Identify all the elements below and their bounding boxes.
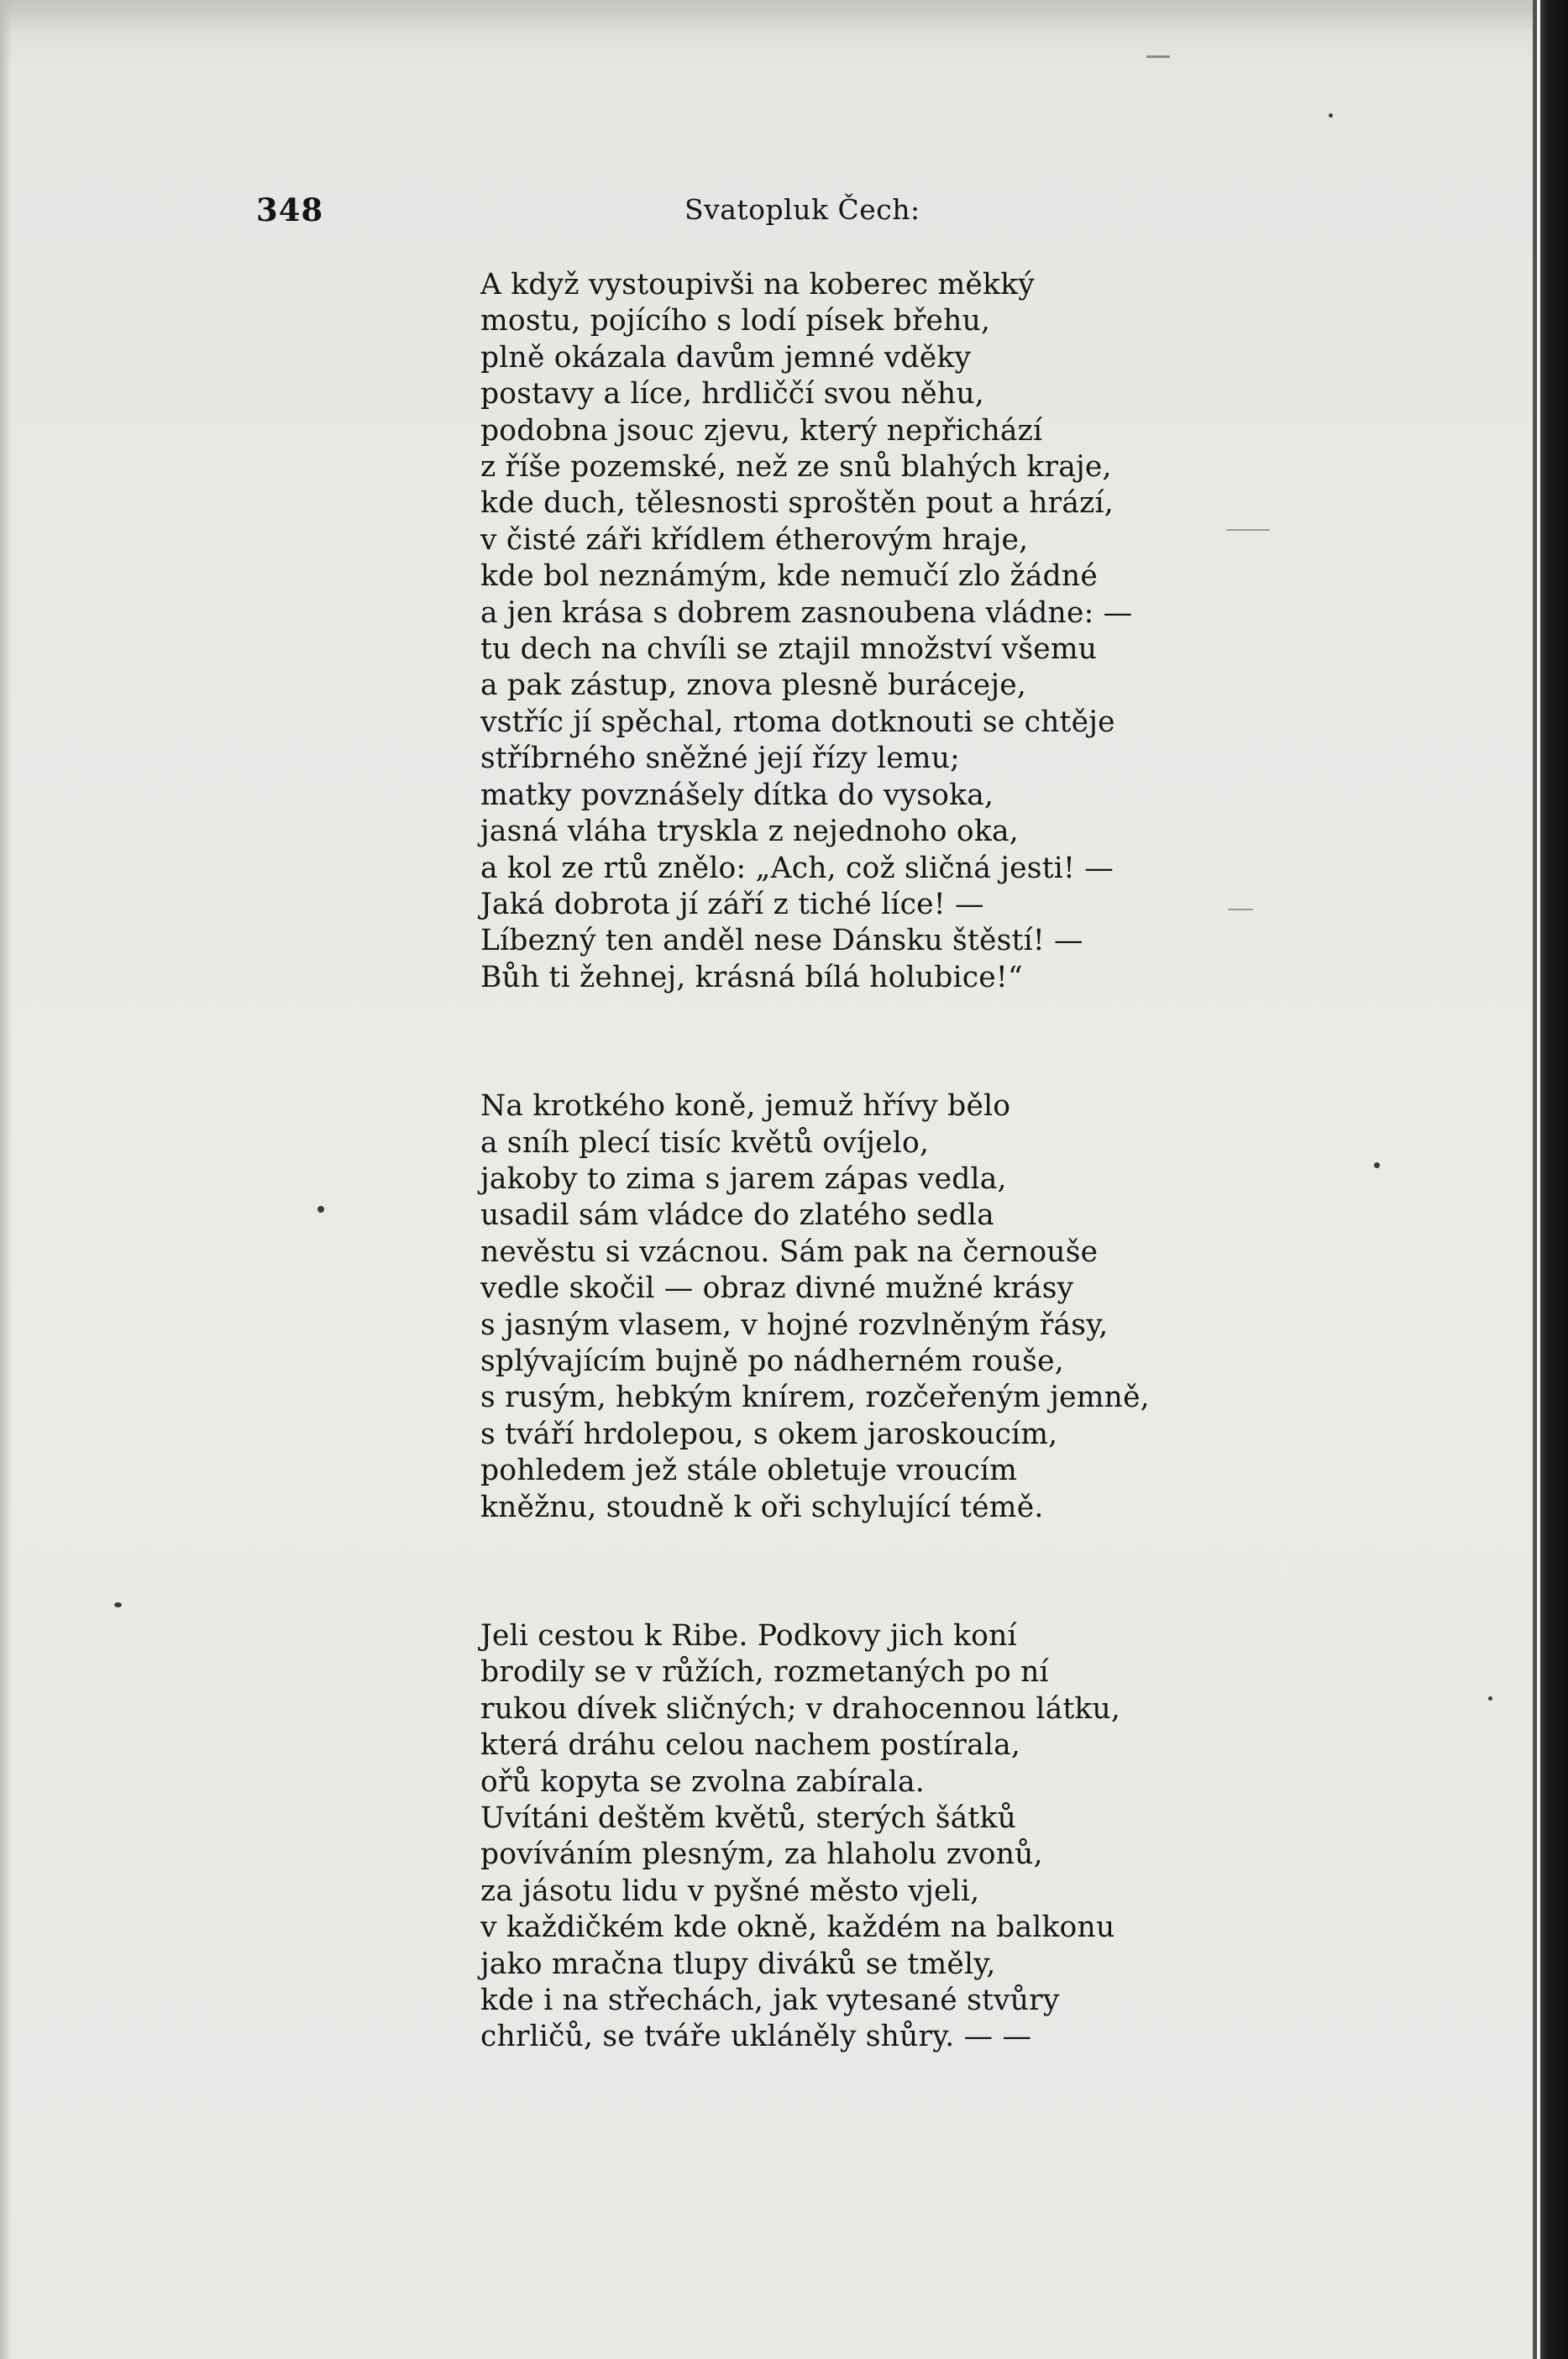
verse-line: chrličů, se tváře ukláněly shůry. — — [480,2020,1032,2054]
scan-speck [114,1602,122,1607]
scan-speck [1329,113,1333,118]
verse-line: plně okázala davům jemné vděky [480,340,972,375]
scan-speck [1488,1696,1492,1701]
verse-line: jasná vláha tryskla z nejednoho oka, [480,815,1019,849]
page-number: 348 [256,191,324,228]
verse-line: ořů kopyta se zvolna zabírala. [480,1764,925,1799]
verse-line: Na krotkého koně, jemuž hřívy bělo [480,1089,1011,1124]
verse-line: a pak zástup, znova plesně buráceje, [480,668,1027,703]
verse-line: a kol ze rtů znělo: „Ach, což sličná jesti! — [480,851,1114,885]
verse-line: nevěstu si vzácnou. Sám pak na černouše [480,1235,1099,1269]
scan-speck [1228,909,1253,910]
author-heading: Svatopluk Čech: [684,193,920,226]
scan-speck [317,1206,324,1213]
verse-line: mostu, pojícího s lodí písek břehu, [480,304,991,338]
stanza-2 [480,1088,1329,1526]
poem-text [480,267,1329,2056]
verse-line: v každičkém kde okně, každém na balkonu [480,1911,1115,1945]
verse-line: kde i na střechách, jak vytesané stvůry [480,1984,1060,2018]
verse-line: stříbrného sněžné její řízy lemu; [480,742,960,776]
verse-line: podobna jsouc zjevu, který nepřichází [480,413,1043,448]
verse-line: s jasným vlasem, v hojné rozvlněným řásy, [480,1308,1109,1342]
verse-line: Jeli cestou k Ribe. Podkovy jich koní [480,1619,1017,1653]
verse-line: za jásotu lidu v pyšné město vjeli, [480,1874,980,1908]
page-edge-line [1537,0,1540,2359]
verse-line: kněžnu, stoudně k oři schylující témě. [480,1490,1044,1524]
verse-line: Bůh ti žehnej, krásná bílá holubice!“ [480,960,1023,994]
verse-line: brodily se v růžích, rozmetaných po ní [480,1655,1049,1690]
scan-speck [1146,55,1170,58]
verse-line: matky povznášely dítka do vysoka, [480,778,994,812]
verse-line: splývajícím bujně po nádherném rouše, [480,1344,1064,1378]
page-top-shadow [0,0,1533,34]
verse-line: A když vystoupivši na koberec měkký [480,268,1035,301]
verse-line: Uvítáni deštěm květů, sterých šátků [480,1801,1016,1836]
verse-line: postavy a líce, hrdliččí svou něhu, [480,377,984,412]
verse-line: pohledem jež stále obletuje vroucím [480,1454,1018,1488]
verse-line: vstříc jí spěchal, rtoma dotknouti se chtěje [480,705,1115,739]
verse-line: usadil sám vládce do zlatého sedla [480,1198,994,1233]
verse-line: kde duch, tělesnosti sproštěn pout a hrází, [480,486,1114,521]
stanza-1 [480,267,1329,996]
verse-line: a jen krása s dobrem zasnoubena vládne: — [480,595,1133,630]
verse-line: kde bol neznámým, kde nemučí zlo žádné [480,559,1098,594]
verse-line: v čisté záři křídlem étherovým hraje, [480,522,1029,557]
stanza-3 [480,1618,1329,2056]
verse-line: Líbezný ten anděl nese Dánsku štěstí! — [480,924,1083,958]
verse-line: a sníh plecí tisíc květů ovíjelo, [480,1125,930,1160]
page-left-shadow [0,0,12,2359]
verse-line: z říše pozemské, než ze snů blahých kraje, [480,450,1112,485]
verse-line: jakoby to zima s jarem zápas vedla, [480,1161,1007,1196]
verse-line: vedle skočil — obraz divné mužné krásy [480,1271,1074,1306]
verse-line: s tváří hrdolepou, s okem jaroskoucím, [480,1417,1058,1451]
verse-line: s rusým, hebkým knírem, rozčeřeným jemně, [480,1381,1150,1415]
verse-line: která dráhu celou nachem postírala, [480,1728,1021,1763]
verse-line: povíváním plesným, za hlaholu zvonů, [480,1837,1043,1872]
scan-speck [1374,1162,1380,1168]
verse-line: tu dech na chvíli se ztajil množství všemu [480,632,1098,667]
verse-line: rukou dívek sličných; v drahocennou látku, [480,1691,1121,1726]
verse-line: Jaká dobrota jí září z tiché líce! — [480,887,984,921]
running-head [0,191,1533,239]
verse-line: jako mračna tlupy diváků se tměly, [480,1947,996,1981]
scan-speck [1226,529,1270,531]
